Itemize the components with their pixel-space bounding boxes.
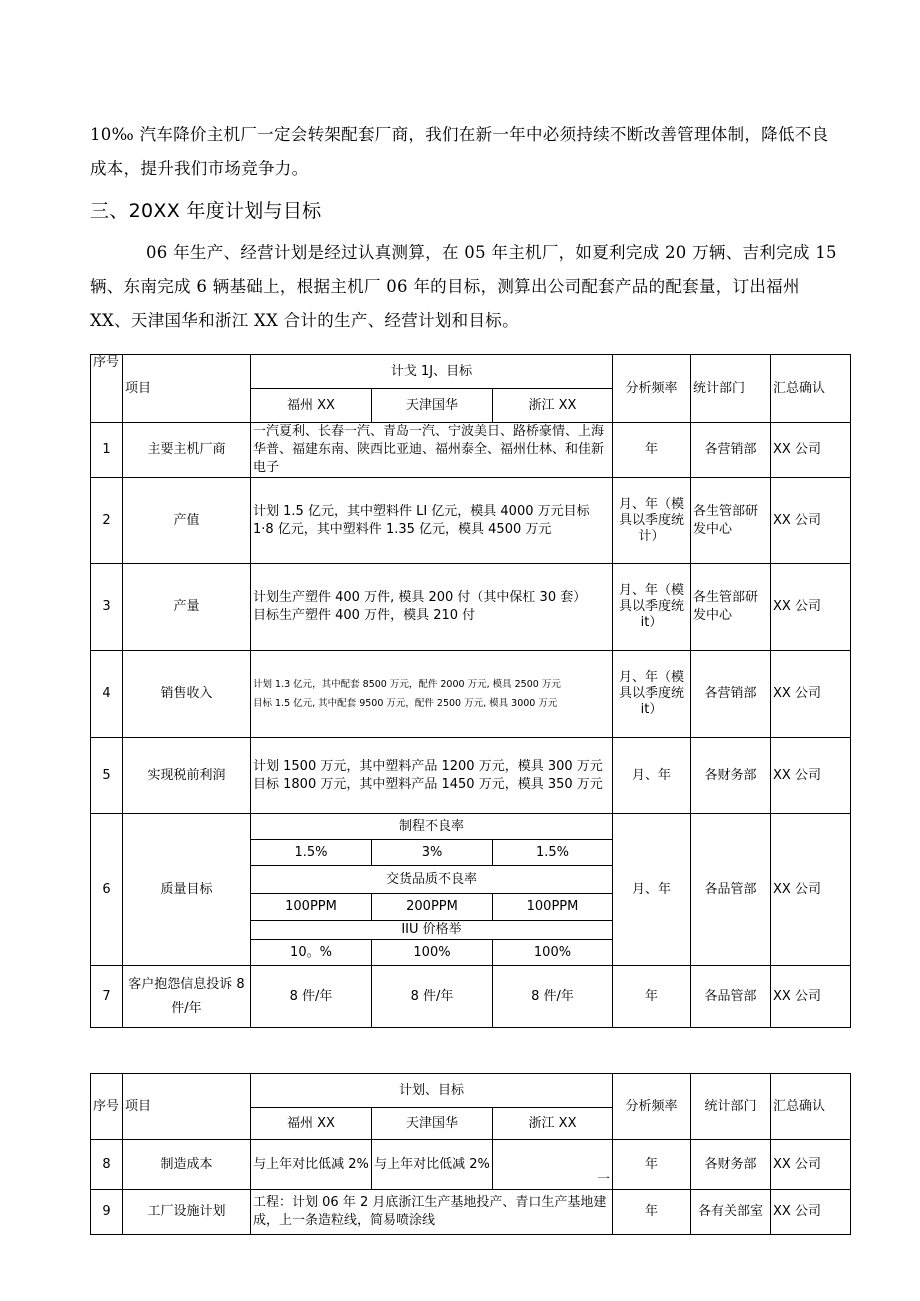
row-confirm: XX 公司 xyxy=(771,478,851,564)
row-dept: 各营销部 xyxy=(691,651,771,738)
row-freq: 年 xyxy=(613,966,691,1028)
row-dept: 各有关部室 xyxy=(691,1190,771,1235)
table-row xyxy=(91,564,851,651)
row-confirm: XX 公司 xyxy=(771,1190,851,1235)
header-tianjin: 天津国华 xyxy=(372,1108,493,1140)
cell-value: 200PPM xyxy=(372,894,493,921)
plan-line: 计划 1.3 亿元，其中配套 8500 万元，配件 2000 万元, 模具 2500 万元 xyxy=(253,679,561,690)
header-tianjin: 天津国华 xyxy=(372,389,493,423)
row-no: 8 xyxy=(91,1140,123,1190)
row-dept: 各品管部 xyxy=(691,814,771,966)
cell-value: 1.5% xyxy=(251,840,372,866)
header-zhejiang: 浙江 XX xyxy=(493,1108,613,1140)
row-freq: 月、年 xyxy=(613,738,691,814)
table-row xyxy=(91,738,851,814)
row-freq: 年 xyxy=(613,1140,691,1190)
plan-line: 计划生产塑件 400 万件, 模具 200 付（其中保杠 30 套） xyxy=(253,590,587,605)
row-item: 产值 xyxy=(123,478,251,564)
row-confirm: XX 公司 xyxy=(771,1140,851,1190)
table-row xyxy=(91,814,851,840)
header-confirm: 汇总确认 xyxy=(771,1074,851,1140)
row-item: 销售收入 xyxy=(123,651,251,738)
section-heading: 三、20XX 年度计划与目标 xyxy=(90,200,322,222)
header-fuzhou: 福州 XX xyxy=(251,1108,372,1140)
cell-value: 与上年对比低减 2% xyxy=(251,1140,372,1190)
cell-value: 8 件/年 xyxy=(493,966,613,1028)
row-dept: 各品管部 xyxy=(691,966,771,1028)
row-item: 客户抱怨信息投诉 8 件/年 xyxy=(123,966,251,1028)
row-confirm: XX 公司 xyxy=(771,651,851,738)
plan-paragraph: 06 年生产、经营计划是经过认真测算，在 05 年主机厂，如夏利完成 20 万辆、吉利完成 15 辆、东南完成 6 辆基础上，根据主机厂 06 年的目标，测算出公司配套产品的配套量，订出福州 XX、天津国华和浙江 XX 合计的生产、经营计划和目标。 xyxy=(90,243,837,330)
header-plan: 计戈 1J、目标 xyxy=(251,355,613,389)
row-confirm: XX 公司 xyxy=(771,564,851,651)
row-item: 制造成本 xyxy=(123,1140,251,1190)
row-no: 5 xyxy=(91,738,123,814)
row-no: 6 xyxy=(91,814,123,966)
row-plan: 一汽夏利、长春一汽、青岛一汽、宁波美日、路桥豪情、上海华普、福建东南、陕西比亚迪、福州泰全、福州仕林、和佳新电子 xyxy=(251,423,613,478)
row-freq: 月、年（模具以季度统 it） xyxy=(613,651,691,738)
table-row xyxy=(91,1140,851,1190)
cell-value: 3% xyxy=(372,840,493,866)
row-confirm: XX 公司 xyxy=(771,423,851,478)
header-item: 项目 xyxy=(123,1074,251,1140)
row-freq: 月、年 xyxy=(613,814,691,966)
cell-value: 100PPM xyxy=(251,894,372,921)
row-item: 质量目标 xyxy=(123,814,251,966)
row-dept: 各营销部 xyxy=(691,423,771,478)
row-plan xyxy=(251,651,613,738)
table-row xyxy=(91,651,851,738)
row-no: 1 xyxy=(91,423,123,478)
row-freq: 年 xyxy=(613,1190,691,1235)
row-plan: 工程：计划 06 年 2 月底浙江生产基地投产、青口生产基地建成，上一条造粒线，简易喷涂线 xyxy=(251,1190,613,1235)
header-plan: 计划、目标 xyxy=(251,1074,613,1108)
cell-value: 1.5% xyxy=(493,840,613,866)
table-row xyxy=(91,1190,851,1235)
row-item: 工厂设施计划 xyxy=(123,1190,251,1235)
plan-table-2 xyxy=(90,1073,851,1235)
row-dept: 各财务部 xyxy=(691,738,771,814)
row-no: 2 xyxy=(91,478,123,564)
header-zhejiang: 浙江 XX xyxy=(493,389,613,423)
row-plan xyxy=(251,738,613,814)
plan-line: 计划 1500 万元，其中塑料产品 1200 万元，模具 300 万元 xyxy=(253,758,603,774)
header-freq: 分析频率 xyxy=(613,1074,691,1140)
cell-value: 8 件/年 xyxy=(251,966,372,1028)
row-no: 4 xyxy=(91,651,123,738)
row-item: 实现税前利润 xyxy=(123,738,251,814)
target-line: 目标生产塑件 400 万件，模具 210 付 xyxy=(253,608,476,623)
sub-header: 制程不良率 xyxy=(251,814,613,840)
row-freq: 月、年（模具以季度统 it） xyxy=(613,564,691,651)
row-dept: 各财务部 xyxy=(691,1140,771,1190)
table-row xyxy=(91,966,851,1028)
table-row xyxy=(91,478,851,564)
row-plan: 计划 1.5 亿元，其中塑料件 LI 亿元，模具 4000 万元目标 1·8 亿元，其中塑料件 1.35 亿元，模具 4500 万元 xyxy=(251,478,613,564)
cell-value: 8 件/年 xyxy=(372,966,493,1028)
table-row xyxy=(91,423,851,478)
target-line: 目标 1.5 亿元, 其中配套 9500 万元，配件 2500 万元, 模具 3000 万元 xyxy=(253,698,558,709)
row-plan xyxy=(251,564,613,651)
header-dept: 统计部门 xyxy=(691,355,771,423)
target-line: 目标 1800 万元，其中塑料产品 1450 万元，模具 350 万元 xyxy=(253,776,603,792)
row-freq: 月、年（模具以季度统计） xyxy=(613,478,691,564)
row-confirm: XX 公司 xyxy=(771,966,851,1028)
plan-table-1 xyxy=(90,354,851,1028)
row-no: 7 xyxy=(91,966,123,1028)
row-freq: 年 xyxy=(613,423,691,478)
header-seq: 序号 xyxy=(91,355,123,423)
cell-value: 100% xyxy=(372,940,493,966)
cell-value: 100PPM xyxy=(493,894,613,921)
row-item: 主要主机厂商 xyxy=(123,423,251,478)
sub-header: 交货品质不良率 xyxy=(251,866,613,894)
row-confirm: XX 公司 xyxy=(771,814,851,966)
cell-value: 10。% xyxy=(251,940,372,966)
cell-value: 100% xyxy=(493,940,613,966)
header-dept: 统计部门 xyxy=(691,1074,771,1140)
intro-paragraph: 10‰ 汽车降价主机厂一定会转架配套厂商，我们在新一年中必须持续不断改善管理体制，降低不良成本，提升我们市场竞争力。 xyxy=(90,125,829,178)
row-item: 产量 xyxy=(123,564,251,651)
row-confirm: XX 公司 xyxy=(771,738,851,814)
header-freq: 分析频率 xyxy=(613,355,691,423)
row-dept: 各生管部研发中心 xyxy=(691,564,771,651)
sub-header: IIU 价格举 xyxy=(251,921,613,940)
cell-value: 一 xyxy=(493,1140,613,1190)
row-no: 9 xyxy=(91,1190,123,1235)
header-fuzhou: 福州 XX xyxy=(251,389,372,423)
header-confirm: 汇总确认 xyxy=(771,355,851,423)
row-no: 3 xyxy=(91,564,123,651)
cell-value: 与上年对比低减 2% xyxy=(372,1140,493,1190)
header-item: 项目 xyxy=(123,355,251,423)
row-dept: 各生管部研发中心 xyxy=(691,478,771,564)
header-seq: 序号 xyxy=(91,1074,123,1140)
